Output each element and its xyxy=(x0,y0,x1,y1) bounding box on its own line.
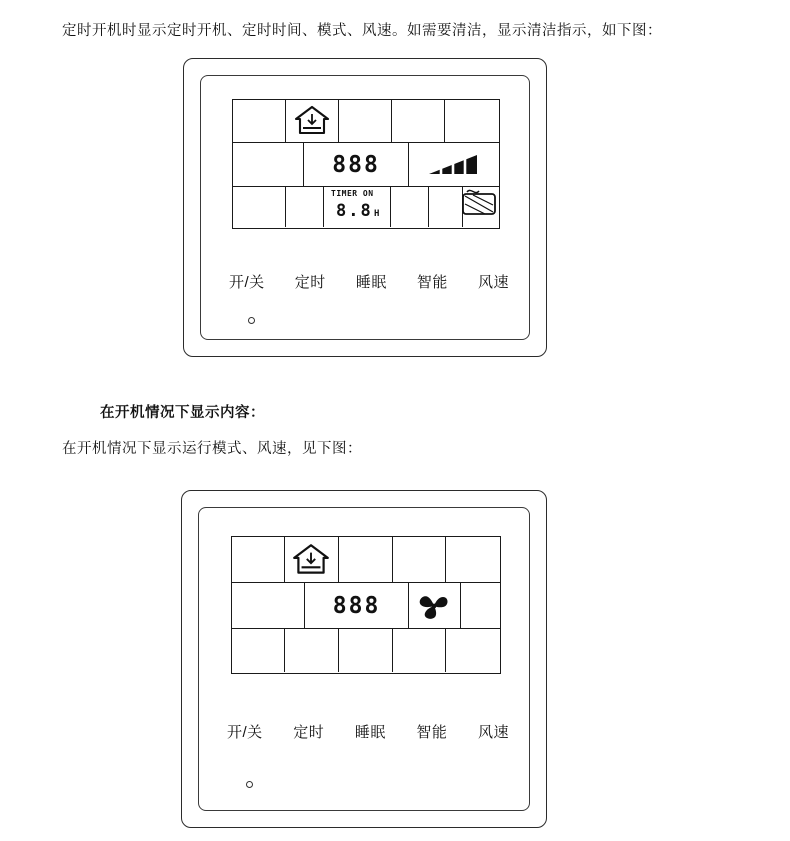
timer-on-label: TIMER ON xyxy=(331,189,374,198)
paragraph-timer-on-description: 定时开机时显示定时开机、定时时间、模式、风速。如需要清洁，显示清洁指示，如下图： xyxy=(62,23,662,39)
fan-speed-bars-icon-svg xyxy=(427,152,481,178)
lcd-cell xyxy=(285,629,340,672)
lcd-screen-2 xyxy=(231,536,501,674)
lcd-cell xyxy=(233,143,304,186)
heading-power-on-content: 在开机情况下显示内容： xyxy=(100,405,265,421)
lcd-cell xyxy=(461,583,500,628)
fan-speed-bars-icon xyxy=(409,143,499,186)
lcd-cell-home-mode xyxy=(285,537,340,582)
lcd-cell xyxy=(233,100,286,142)
clean-filter-icon-svg xyxy=(459,186,499,220)
home-mode-icon xyxy=(285,537,339,582)
button-fan-speed[interactable]: 风速 xyxy=(477,274,509,291)
lcd-cell-main-digits xyxy=(304,143,408,186)
button-smart[interactable]: 智能 xyxy=(416,724,448,741)
controller-device-2 xyxy=(181,490,547,828)
home-mode-icon-svg xyxy=(290,542,332,578)
lcd-cell xyxy=(339,537,393,582)
lcd-cell-home-mode xyxy=(286,100,340,142)
home-mode-icon-svg xyxy=(292,104,332,138)
lcd-cell xyxy=(393,629,447,672)
lcd-cell-fan-blade xyxy=(409,583,462,628)
clean-filter-icon xyxy=(457,183,501,223)
lcd-row-top-1 xyxy=(233,100,499,143)
lcd-row-middle-1 xyxy=(233,143,499,187)
fan-blade-icon xyxy=(409,583,461,628)
lcd-cell xyxy=(339,100,392,142)
lcd-row-bottom-1 xyxy=(233,187,499,227)
lcd-cell xyxy=(446,629,500,672)
button-label-row-1 xyxy=(229,271,509,292)
lcd-cell-main-digits xyxy=(305,583,408,628)
power-led-1 xyxy=(248,317,255,324)
main-digits-1: 888 xyxy=(332,151,380,178)
lcd-cell xyxy=(232,583,305,628)
lcd-cell xyxy=(339,629,393,672)
button-sleep[interactable]: 睡眠 xyxy=(354,724,386,741)
lcd-cell xyxy=(393,537,447,582)
timer-digits-1: 8.8 xyxy=(336,201,373,221)
button-power[interactable]: 开/关 xyxy=(227,724,263,741)
timer-unit-hour: H xyxy=(374,209,380,219)
paragraph-power-on-description: 在开机情况下显示运行模式、风速，见下图： xyxy=(62,441,362,457)
lcd-cell-clean xyxy=(463,187,499,227)
lcd-screen-1 xyxy=(232,99,500,229)
lcd-cell xyxy=(445,100,499,142)
home-mode-icon xyxy=(286,100,339,142)
lcd-cell-timer xyxy=(324,187,391,227)
lcd-cell xyxy=(446,537,500,582)
main-digits-2: 888 xyxy=(332,592,381,619)
lcd-cell xyxy=(391,187,429,227)
lcd-cell-fan-speed xyxy=(409,143,499,186)
lcd-row-middle-2 xyxy=(232,583,500,629)
button-smart[interactable]: 智能 xyxy=(416,274,448,291)
power-led-2 xyxy=(246,781,253,788)
fan-blade-icon-svg xyxy=(416,589,452,623)
button-timer[interactable]: 定时 xyxy=(293,724,325,741)
lcd-cell xyxy=(232,629,285,672)
controller-device-1 xyxy=(183,58,547,357)
button-sleep[interactable]: 睡眠 xyxy=(355,274,387,291)
button-fan-speed[interactable]: 风速 xyxy=(477,724,509,741)
button-label-row-2 xyxy=(227,721,509,742)
button-power[interactable]: 开/关 xyxy=(229,274,265,291)
lcd-cell xyxy=(392,100,446,142)
lcd-cell xyxy=(232,537,285,582)
lcd-cell xyxy=(286,187,324,227)
button-timer[interactable]: 定时 xyxy=(294,274,326,291)
lcd-row-bottom-2 xyxy=(232,629,500,672)
lcd-cell xyxy=(233,187,286,227)
lcd-row-top-2 xyxy=(232,537,500,583)
